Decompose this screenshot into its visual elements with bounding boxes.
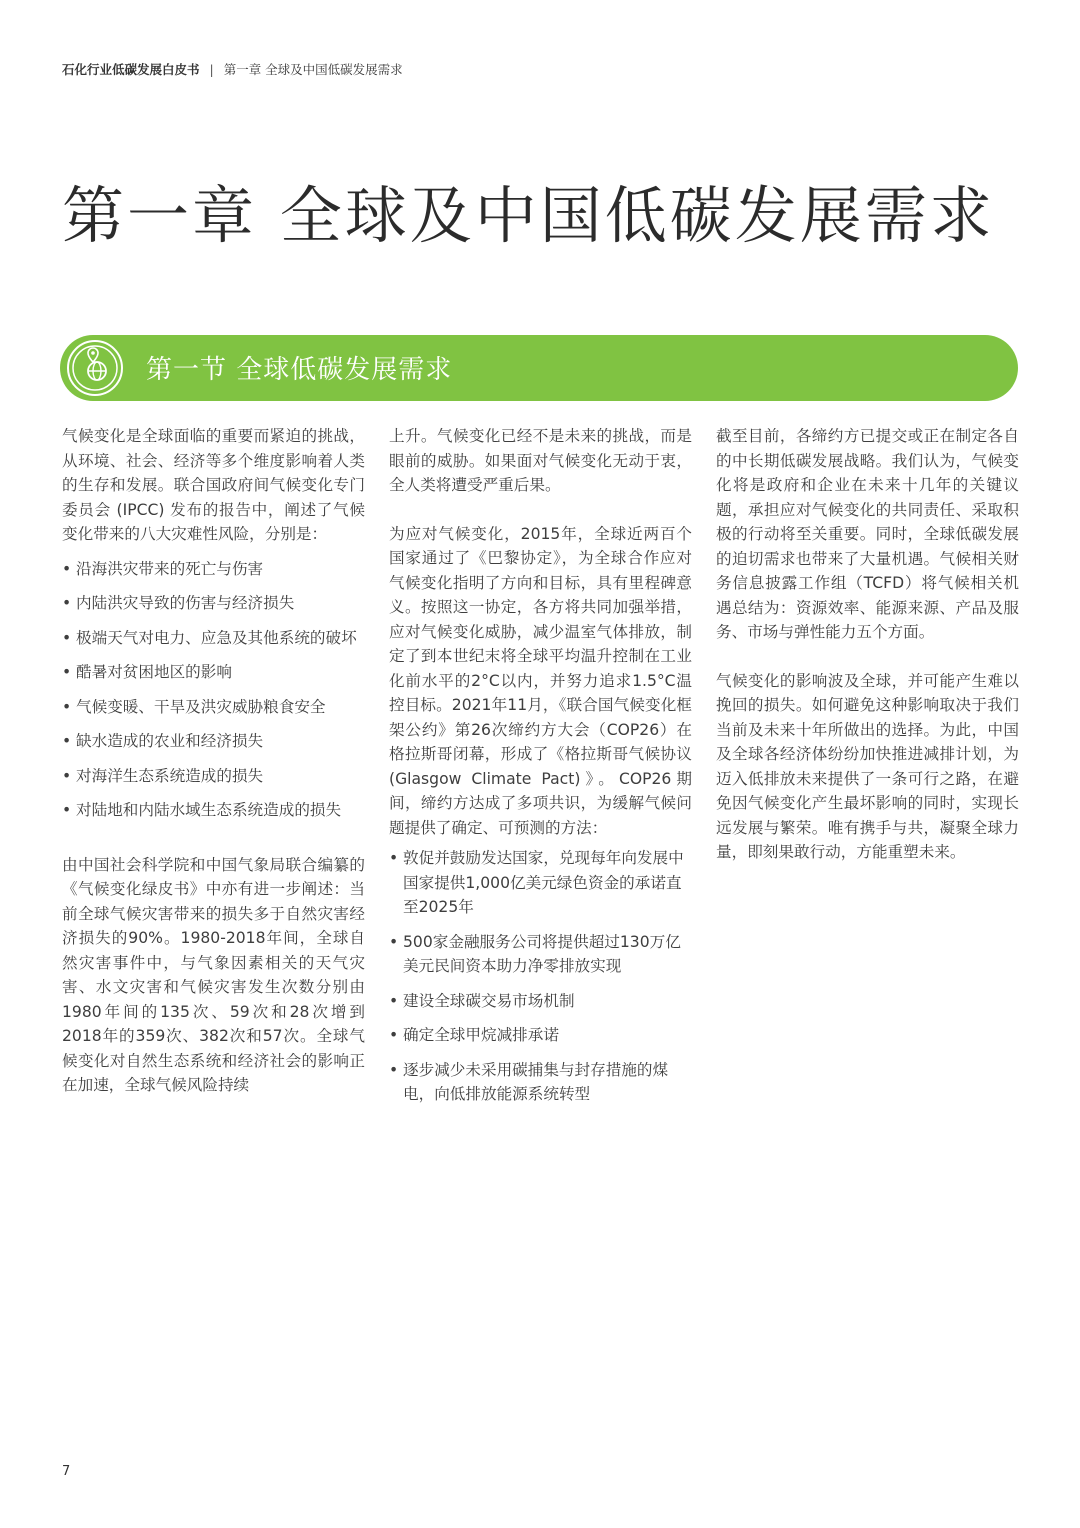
paragraph: 由中国社会科学院和中国气象局联合编纂的《气候变化绿皮书》中亦有进一步阐述：当前全球气候灾害带来的损失多于自然灾害经济损失的90%。1980-2018年间，全球自然灾害事件中，与气象因素相关的天气灾害、水文灾害和气候灾害发生次数分别由1980年间的135次、59次和28次增到2018年的359次、382次和57次。全球气候变化对自然生态系统和经济社会的影响正在加速，全球气候风险持续 — [62, 855, 365, 1094]
globe-location-icon — [66, 339, 124, 397]
list-item: • 建设全球碳交易市场机制 — [389, 989, 692, 1014]
paragraph: 为应对气候变化，2015年，全球近两百个国家通过了《巴黎协定》，为全球合作应对气候变化指明了方向和目标，具有里程碑意义。按照这一协定，各方将共同加强举措，应对气候变化威胁，减少温室气体排放，制定了到本世纪末将全球平均温升控制在工业化前水平的2°C以内，并努力追求1.5°C温控目标。2021年11月，《联合国气候变化框架公约》第26次缔约方大会（COP26）在格拉斯哥闭幕，形成了《格拉斯哥气候协议 (Glasgow Climate Pact)》。COP26期间，缔约方达成了多项共识，为缓解气候问题提供了确定、可预测的方法： — [389, 524, 692, 837]
page-number: 7 — [62, 1464, 71, 1479]
column-1 — [62, 424, 365, 1098]
list-item: • 极端天气对电力、应急及其他系统的破坏 — [62, 626, 365, 651]
cop26-list — [389, 846, 692, 1107]
header-doc-title: 石化行业低碳发展白皮书 — [62, 62, 200, 77]
list-item: • 沿海洪灾带来的死亡与伤害 — [62, 557, 365, 582]
list-item: • 气候变暖、干旱及洪灾威胁粮食安全 — [62, 695, 365, 720]
risk-list — [62, 557, 365, 823]
list-item: • 对陆地和内陆水域生态系统造成的损失 — [62, 798, 365, 823]
running-header — [62, 60, 403, 78]
header-separator: | — [209, 62, 214, 77]
list-item: • 确定全球甲烷减排承诺 — [389, 1023, 692, 1048]
chapter-title: 第一章 全球及中国低碳发展需求 — [62, 179, 995, 252]
list-item: • 逐步减少未采用碳捕集与封存措施的煤电，向低排放能源系统转型 — [389, 1058, 692, 1107]
section-banner — [60, 335, 1018, 401]
list-item: • 500家金融服务公司将提供超过130万亿美元民间资本助力净零排放实现 — [389, 930, 692, 979]
list-item: • 敦促并鼓励发达国家，兑现每年向发展中国家提供1,000亿美元绿色资金的承诺直至2025年 — [389, 846, 692, 920]
column-2 — [389, 424, 692, 1117]
list-item: • 酷暑对贫困地区的影响 — [62, 660, 365, 685]
paragraph: 气候变化是全球面临的重要而紧迫的挑战，从环境、社会、经济等多个维度影响着人类的生存和发展。联合国政府间气候变化专门委员会 (IPCC) 发布的报告中，阐述了气候变化带来的八大灾难性风险，分别是： — [62, 427, 365, 543]
section-title: 第一节 全球低碳发展需求 — [146, 355, 453, 385]
list-item: • 对海洋生态系统造成的损失 — [62, 764, 365, 789]
list-item: • 内陆洪灾导致的伤害与经济损失 — [62, 591, 365, 616]
list-item: • 缺水造成的农业和经济损失 — [62, 729, 365, 754]
paragraph: 上升。气候变化已经不是未来的挑战，而是眼前的威胁。如果面对气候变化无动于衷，全人类将遭受严重后果。 — [389, 427, 692, 494]
paragraph: 截至目前，各缔约方已提交或正在制定各自的中长期低碳发展战略。我们认为，气候变化将是政府和企业在未来十几年的关键议题，承担应对气候变化的共同责任、采取积极的行动将至关重要。同时，全球低碳发展的迫切需求也带来了大量机遇。气候相关财务信息披露工作组（TCFD）将气候相关机遇总结为：资源效率、能源来源、产品及服务、市场与弹性能力五个方面。 — [716, 427, 1019, 641]
header-chapter: 第一章 全球及中国低碳发展需求 — [223, 62, 403, 77]
paragraph: 气候变化的影响波及全球，并可能产生难以挽回的损失。如何避免这种影响取决于我们当前及未来十年所做出的选择。为此，中国及全球各经济体纷纷加快推进减排计划，为迈入低排放未来提供了一条可行之路，在避免因气候变化产生最坏影响的同时，实现长远发展与繁荣。唯有携手与共，凝聚全球力量，即刻果敢行动，方能重塑未来。 — [716, 671, 1019, 861]
column-3 — [716, 424, 1019, 865]
